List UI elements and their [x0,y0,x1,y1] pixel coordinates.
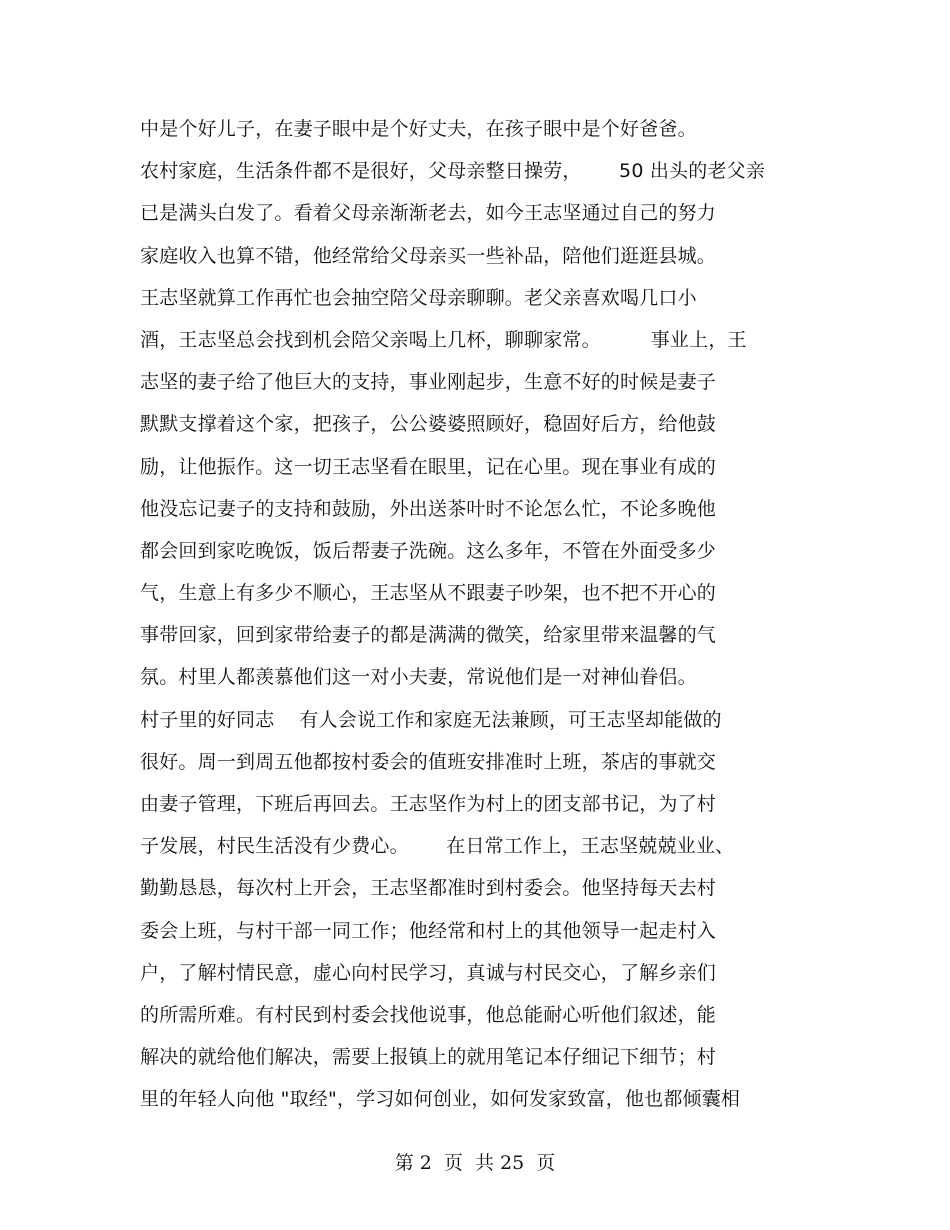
text-line: 里的年轻人向他 "取经"，学习如何创业，如何发家致富，他也都倾囊相 [140,1088,741,1111]
body-text [140,108,820,1121]
text-line: 他没忘记妻子的支持和鼓励，外出送茶叶时不论怎么忙，不论多晚他 [140,497,717,520]
text-line: 默默支撑着这个家，把孩子，公公婆婆照顾好，稳固好后方，给他鼓 [140,413,717,436]
page-number-footer: 第 2 页 共 25 页 [394,1152,556,1174]
text-line: 由妻子管理，下班后再回去。王志坚作为村上的团支部书记，为了村 [140,793,717,815]
text-line: 委会上班，与村干部一同工作；他经常和村上的其他领导一起走村入 [140,919,717,942]
text-line: 的所需所难。有村民到村委会找他说事，他总能耐心听他们叙述，能 [140,1003,717,1026]
text-line: 气，生意上有多少不顺心，王志坚从不跟妻子吵架，也不把不开心的 [140,582,717,605]
text-line: 解决的就给他们解决，需要上报镇上的就用笔记本仔细记下细节；村 [140,1046,717,1069]
text-line: 中是个好儿子，在妻子眼中是个好丈夫，在孩子眼中是个好爸爸。 [140,118,697,140]
text-line: 户，了解村情民意，虚心向村民学习，真诚与村民交心，了解乡亲们 [140,961,717,984]
text-line: 家庭收入也算不错，他经常给父母亲买一些补品，陪他们逛逛县城。 [140,244,717,267]
text-line: 酒，王志坚总会找到机会陪父亲喝上几杯，聊聊家常。 事业上，王 [140,328,747,351]
text-line: 很好。周一到周五他都按村委会的值班安排准时上班，茶店的事就交 [140,750,717,773]
text-line: 王志坚就算工作再忙也会抽空陪父母亲聊聊。老父亲喜欢喝几口小 [140,286,697,309]
text-line: 励，让他振作。这一切王志坚看在眼里，记在心里。现在事业有成的 [140,455,717,478]
text-line: 都会回到家吃晚饭，饭后帮妻子洗碗。这么多年，不管在外面受多少 [140,539,717,562]
text-line: 农村家庭，生活条件都不是很好，父母亲整日操劳， 50 出头的老父亲 [140,160,766,183]
text-line: 村子里的好同志 有人会说工作和家庭无法兼顾，可王志坚却能做的 [140,708,722,731]
text-line: 子发展，村民生活没有少费心。 在日常工作上，王志坚兢兢业业、 [140,835,735,858]
text-line: 事带回家，回到家带给妻子的都是满满的微笑，给家里带来温馨的气 [140,624,717,647]
text-line: 志坚的妻子给了他巨大的支持，事业刚起步，生意不好的时候是妻子 [140,371,717,394]
text-line: 氛。村里人都羡慕他们这一对小夫妻，常说他们是一对神仙眷侣。 [140,666,697,689]
text-line: 已是满头白发了。看着父母亲渐渐老去，如今王志坚通过自己的努力 [140,202,717,225]
text-line: 勤勤恳恳，每次村上开会，王志坚都准时到村委会。他坚持每天去村 [140,877,717,900]
